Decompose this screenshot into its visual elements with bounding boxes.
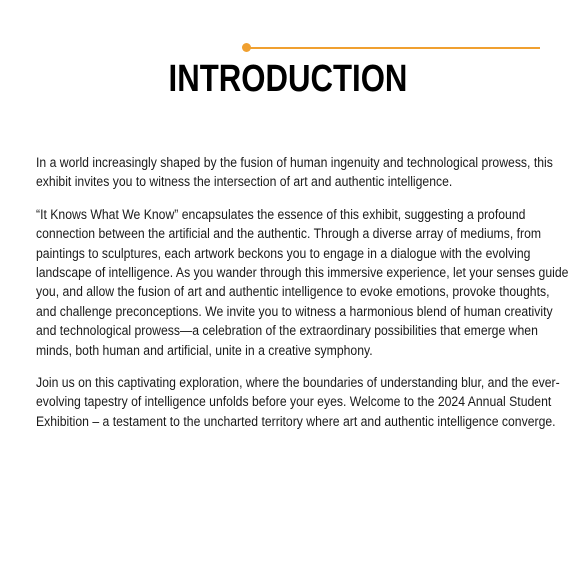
accent-line — [247, 47, 540, 49]
text-line: In a world increasingly shaped by the fusion of human ingenuity and technological prowess, this — [36, 155, 553, 170]
page-title: INTRODUCTION — [168, 58, 408, 100]
text-line: Join us on this captivating exploration, where the boundaries of understanding blur, and the ever- — [36, 375, 560, 391]
text-line: Exhibition – a testament to the uncharted territory where art and authentic intelligence converge. — [36, 413, 556, 429]
text-line: exhibit invites you to witness the intersection of art and authentic intelligence. — [36, 174, 453, 190]
paragraph-3 — [36, 373, 560, 431]
paragraph-2 — [36, 205, 569, 360]
text-line: paintings to sculptures, each artwork beckons you to engage in a dialogue with the evolving — [36, 245, 531, 261]
text-line: “It Knows What We Know” encapsulates the essence of this exhibit, suggesting a profound — [36, 206, 526, 222]
text-line: and technological prowess—a celebration of the extraordinary possibilities that emerge when — [36, 323, 538, 339]
text-line: minds, both human and artificial, unite in a creative symphony. — [36, 342, 373, 358]
text-line: landscape of intelligence. As you wander through this immersive experience, let your senses guide — [36, 265, 569, 281]
body-text — [36, 153, 569, 444]
text-line: and challenge preconceptions. We invite you to witness a harmonious blend of human creativity — [36, 303, 553, 319]
text-line: connection between the artificial and the authentic. Through a diverse array of mediums, from — [36, 226, 542, 242]
accent-dot — [242, 43, 251, 52]
text-line: you, and allow the fusion of art and authentic intelligence to evoke emotions, provoke thoughts, — [36, 284, 550, 300]
paragraph-1 — [36, 153, 553, 192]
text-line: evolving tapestry of intelligence unfolds before your eyes. Welcome to the 2024 Annual Student — [36, 394, 552, 410]
